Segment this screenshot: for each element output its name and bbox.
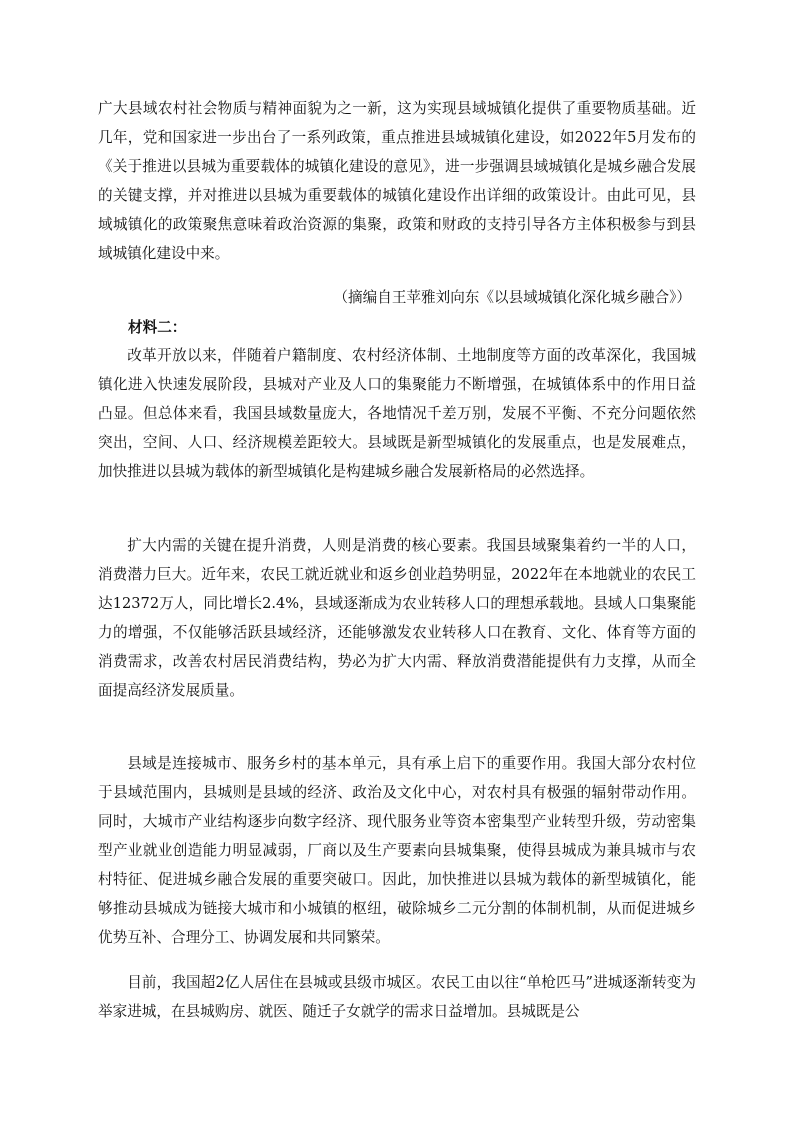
paragraph-4: 县域是连接城市、服务乡村的基本单元，具有承上启下的重要作用。我国大部分农村位于县域范围内，县城则是县域的经济、政治及文化中心，对农村具有极强的辐射带动作用。同时，大城市产业结构逐步向数字经济、现代服务业等资本密集型产业转型升级，劳动密集型产业就业创造能力明显减弱，厂商以及生产要素向县城集聚，使得县城成为兼具城市与农村特征、促进城乡融合发展的重要突破口。因此，加快推进以县城为载体的新型城镇化，能够推动县城成为链接大城市和小城镇的枢纽，破除城乡二元分割的体制机制，从而促进城乡优势互补、合理分工、协调发展和共同繁荣。 [98, 755, 696, 946]
paragraph-3: 扩大内需的关键在提升消费，人则是消费的核心要素。我国县域聚集着约一半的人口，消费潜力巨大。近年来，农民工就近就业和返乡创业趋势明显，2022年在本地就业的农民工达12372万人，同比增长2.4%，县域逐渐成为农业转移人口的理想承载地。县域人口集聚能力的增强，不仅能够活跃县域经济，还能够激发农业转移人口在教育、文化、体育等方面的消费需求，改善农村居民消费结构，势必为扩大内需、释放消费潜能提供有力支撑，从而全面提高经济发展质量。 [98, 537, 696, 699]
paragraph-5: 目前，我国超2亿人居住在县城或县级市城区。农民工由以往“单枪匹马”进城逐渐转变为举家进城，在县城购房、就医、随迁子女就学的需求日益增加。县城既是公 [98, 974, 696, 1020]
source-citation: （摘编自王苹雅刘向东《以县域城镇化深化城乡融合》） [333, 289, 691, 306]
paragraph-2: 改革开放以来，伴随着户籍制度、农村经济体制、土地制度等方面的改革深化，我国城镇化进入快速发展阶段，县城对产业及人口的集聚能力不断增强，在城镇体系中的作用日益凸显。但总体来看，我国县域数量庞大，各地情况千差万别，发展不平衡、不充分问题依然突出，空间、人口、经济规模差距较大。县域既是新型城镇化的发展重点，也是发展难点，加快推进以县城为载体的新型城镇化是构建城乡融合发展新格局的必然选择。 [98, 347, 696, 480]
material-2-heading: 材料二： [128, 319, 187, 336]
paragraph-1: 广大县域农村社会物质与精神面貌为之一新，这为实现县域城镇化提供了重要物质基础。近几年，党和国家进一步出台了一系列政策，重点推进县域城镇化建设，如2022年5月发布的《关于推进以县城为重要载体的城镇化建设的意见》，进一步强调县域城镇化是城乡融合发展的关键支撑，并对推进以县城为重要载体的城镇化建设作出详细的政策设计。由此可见，县域城镇化的政策聚焦意味着政治资源的集聚，政策和财政的支持引导各方主体积极参与到县域城镇化建设中来。 [98, 100, 696, 262]
